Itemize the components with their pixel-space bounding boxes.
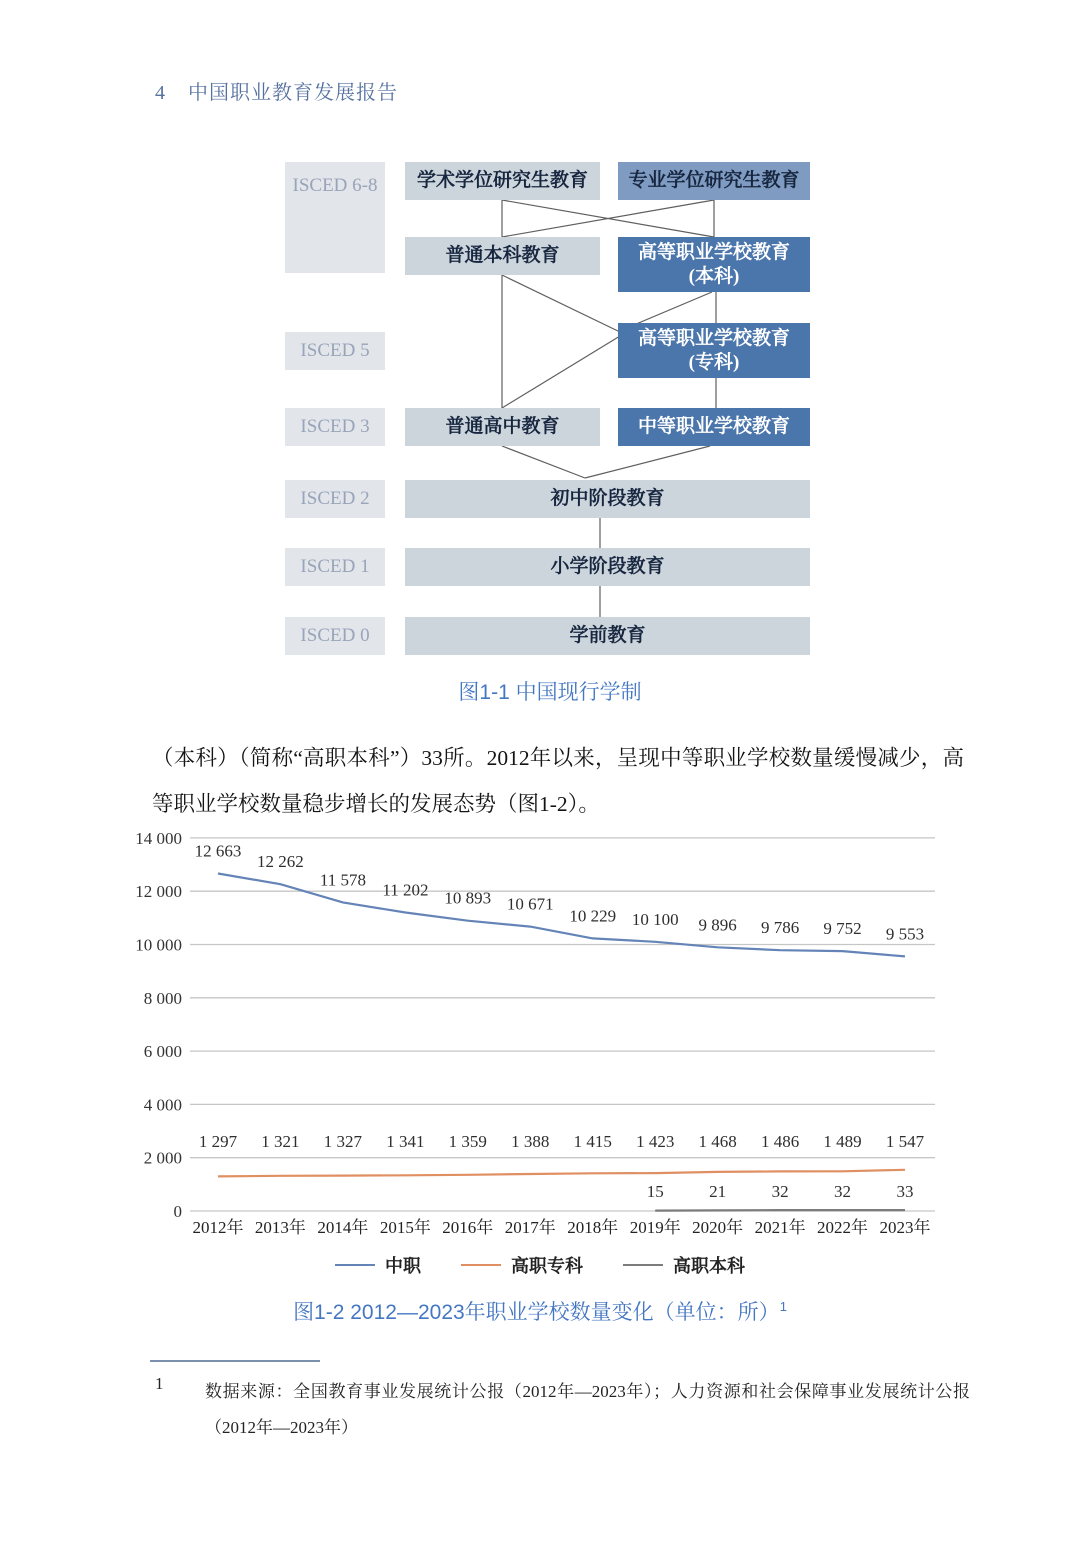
data-label: 11 578 [319, 870, 366, 890]
y-tick-label: 10 000 [135, 935, 182, 955]
page-header [155, 76, 398, 105]
isced-label-0: ISCED 0 [285, 617, 385, 655]
x-tick-label: 2015年 [379, 1218, 431, 1237]
legend-swatch [461, 1264, 501, 1267]
box-higher-voc-bachelor-line2: (本科) [688, 265, 740, 287]
x-tick-label: 2014年 [317, 1218, 369, 1237]
data-label: 10 100 [631, 909, 679, 929]
box-higher-voc-college-line2: (专科) [688, 351, 740, 373]
y-tick-label: 4 000 [143, 1095, 182, 1115]
x-tick-label: 2013年 [254, 1218, 306, 1237]
footnote-reference: 1 [779, 1299, 787, 1314]
data-label: 1 341 [386, 1132, 425, 1151]
legend-item [335, 1252, 421, 1278]
header-title: 中国职业教育发展报告 [188, 82, 398, 104]
x-tick-label: 2021年 [754, 1218, 806, 1237]
box-higher-voc-college [618, 323, 810, 378]
y-tick-label: 8 000 [143, 988, 182, 1008]
data-label: 12 663 [194, 841, 242, 861]
data-label: 32 [834, 1182, 851, 1201]
x-tick-label: 2020年 [692, 1218, 744, 1237]
data-label: 10 893 [444, 888, 492, 908]
y-tick-label: 2 000 [143, 1148, 182, 1168]
data-label: 12 262 [257, 852, 304, 872]
legend-label: 中职 [385, 1256, 421, 1276]
y-tick-label: 12 000 [135, 882, 182, 902]
legend-swatch [623, 1264, 663, 1267]
footnote-marker: 1 [155, 1374, 164, 1393]
data-label: 9 752 [823, 919, 862, 939]
data-label: 1 468 [698, 1132, 737, 1151]
series-line-2 [655, 1210, 905, 1211]
data-label: 21 [709, 1182, 727, 1201]
x-tick-label: 2023年 [879, 1218, 931, 1237]
data-label: 1 547 [885, 1132, 925, 1151]
data-label: 10 229 [569, 906, 617, 926]
series-line-1 [218, 1170, 905, 1177]
isced-label-1: ISCED 1 [285, 548, 385, 586]
data-label: 1 359 [448, 1132, 487, 1151]
data-label: 1 415 [573, 1132, 612, 1151]
legend-item [461, 1252, 583, 1278]
legend-item [623, 1252, 745, 1278]
box-higher-voc-bachelor-line1: 高等职业学校教育 [637, 241, 790, 263]
data-label: 9 553 [885, 924, 925, 944]
box-higher-voc-bachelor [618, 237, 810, 292]
page-number: 4 [155, 82, 166, 104]
data-label: 1 486 [760, 1132, 800, 1151]
y-tick-label: 14 000 [135, 828, 182, 848]
data-label: 10 671 [506, 894, 554, 914]
isced-label-3: ISCED 3 [285, 408, 385, 446]
box-general-high-school: 普通高中教育 [405, 408, 600, 446]
x-tick-label: 2016年 [442, 1218, 494, 1237]
box-secondary-vocational: 中等职业学校教育 [618, 408, 810, 446]
data-label: 1 423 [636, 1132, 675, 1151]
y-tick-label: 0 [173, 1202, 182, 1221]
y-tick-label: 6 000 [143, 1042, 182, 1062]
figure2-caption [0, 1296, 1080, 1326]
data-label: 32 [771, 1182, 789, 1201]
data-label: 1 489 [823, 1132, 862, 1151]
data-label: 1 321 [261, 1132, 300, 1151]
box-academic-graduate: 学术学位研究生教育 [405, 162, 600, 200]
figure2-caption-text: 图1-2 2012—2023年职业学校数量变化（单位：所） [293, 1301, 780, 1324]
data-label: 1 327 [323, 1132, 363, 1151]
body-paragraph: （本科）（简称“高职本科”）33所。2012年以来，呈现中等职业学校数量缓慢减少，高等职业学校数量稳步增长的发展态势（图1-2）。 [152, 746, 964, 816]
box-primary: 小学阶段教育 [405, 548, 810, 586]
x-tick-label: 2012年 [192, 1218, 244, 1237]
box-junior-middle: 初中阶段教育 [405, 480, 810, 518]
footnote-separator [150, 1360, 320, 1362]
data-label: 33 [896, 1182, 914, 1201]
data-label: 1 388 [511, 1132, 550, 1151]
data-label: 9 896 [698, 915, 737, 935]
box-preschool: 学前教育 [405, 617, 810, 655]
isced-label-6-8: ISCED 6-8 [285, 162, 385, 273]
legend-label: 高职专科 [511, 1256, 583, 1276]
data-label: 11 202 [382, 880, 429, 900]
data-label: 1 297 [198, 1132, 238, 1151]
data-label: 9 786 [760, 918, 800, 938]
legend-swatch [335, 1264, 375, 1267]
chart-legend [0, 1252, 1080, 1278]
x-tick-label: 2022年 [817, 1218, 868, 1237]
data-label: 15 [646, 1182, 664, 1201]
box-general-undergraduate: 普通本科教育 [405, 237, 600, 275]
box-higher-voc-college-line1: 高等职业学校教育 [637, 327, 790, 349]
isced-label-2: ISCED 2 [285, 480, 385, 518]
box-professional-graduate: 专业学位研究生教育 [618, 162, 810, 200]
footnote-text: 数据来源：全国教育事业发展统计公报（2012年—2023年）；人力资源和社会保障事业发展统计公报（2012年—2023年） [205, 1382, 970, 1437]
figure1-caption: 图1-1 中国现行学制 [458, 681, 642, 704]
x-tick-label: 2017年 [504, 1218, 556, 1237]
figure2-chart [90, 818, 950, 1250]
figure1-diagram [285, 160, 815, 660]
x-tick-label: 2019年 [629, 1218, 681, 1237]
legend-label: 高职本科 [673, 1256, 745, 1276]
x-tick-label: 2018年 [567, 1218, 619, 1237]
isced-label-5: ISCED 5 [285, 332, 385, 370]
